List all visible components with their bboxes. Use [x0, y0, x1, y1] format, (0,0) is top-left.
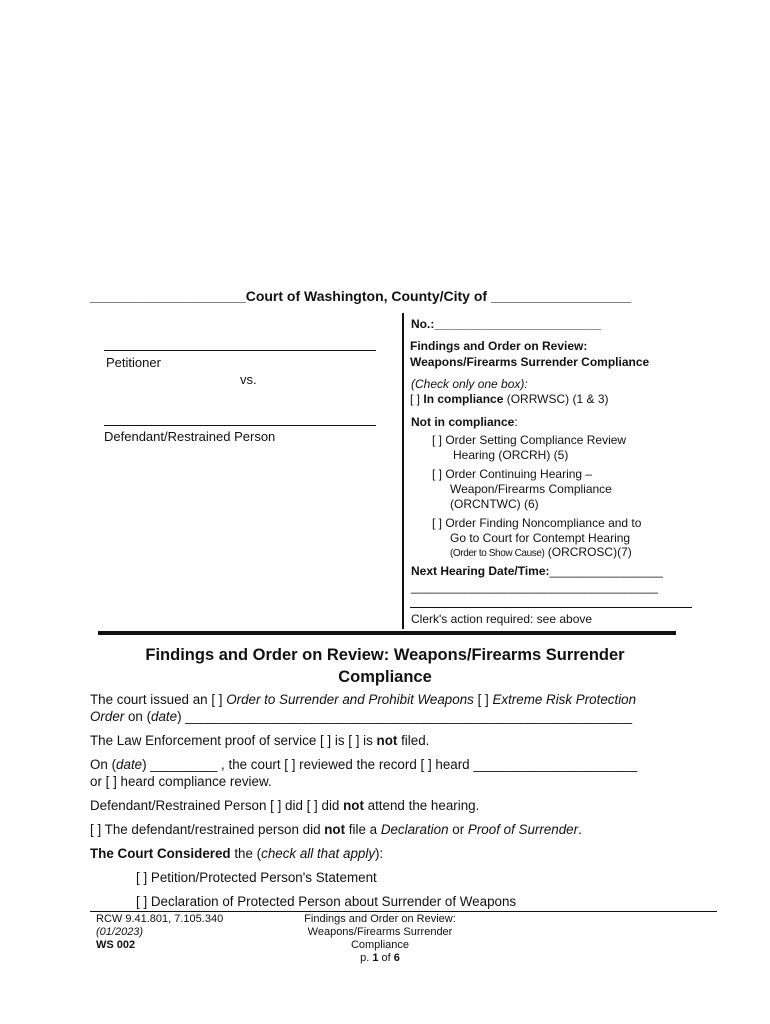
- or-text: or: [448, 822, 468, 837]
- next-hearing-blank-line2: _____________________________________: [411, 580, 658, 594]
- erpo-option: Extreme Risk Protection: [492, 692, 637, 707]
- caption-divider: [402, 313, 404, 629]
- order-word: Order: [90, 709, 125, 724]
- court-considered-line: [90, 846, 383, 861]
- defendant-signature-line: [104, 425, 376, 426]
- option-continuing-hearing-line2: Weapon/Firearms Compliance: [450, 482, 612, 496]
- order-issued-line1: [90, 692, 636, 707]
- file-a-text: file a: [345, 822, 381, 837]
- next-hearing-label: Next Hearing Date/Time:: [411, 564, 550, 578]
- not-word: not: [376, 733, 398, 748]
- declaration-word: Declaration: [380, 822, 449, 837]
- next-hearing-line: [411, 564, 663, 578]
- footer-date: (01/2023): [96, 926, 144, 938]
- filed-text: filed.: [397, 733, 430, 748]
- footer-center: [280, 913, 480, 965]
- option-noncompliance-line2: Go to Court for Contempt Hearing: [450, 531, 631, 545]
- footer-title-line2: Weapons/Firearms Surrender: [307, 926, 453, 938]
- check-all-note: check all that apply: [261, 846, 376, 861]
- the-text: the (: [230, 846, 262, 861]
- caption-title-line2: Weapons/Firearms Surrender Compliance: [410, 355, 650, 369]
- petitioner-signature-line: [104, 350, 376, 351]
- orcrosc-code: (ORCROSC)(7): [544, 545, 632, 559]
- court-considered-label: The Court Considered: [90, 846, 231, 861]
- attendance-line: [90, 798, 479, 813]
- option-continuing-hearing-line3: (ORCNTWC) (6): [450, 497, 539, 511]
- considered-declaration-option[interactable]: [ ] Declaration of Protected Person about Surrender of Weapons: [136, 894, 517, 909]
- footer-title-line3: Compliance: [350, 939, 410, 951]
- in-compliance-checkbox[interactable]: [ ]: [410, 392, 421, 406]
- option-compliance-review-line1[interactable]: [ ] Order Setting Compliance Review: [432, 433, 627, 447]
- page-total: 6: [393, 952, 400, 964]
- period: .: [578, 822, 582, 837]
- review-line1: [90, 757, 637, 772]
- in-compliance-code: (ORRWSC) (1 & 3): [503, 392, 609, 406]
- no-declaration-checkbox[interactable]: [ ] The defendant/restrained person did: [90, 822, 325, 837]
- footer-title-line1: Findings and Order on Review:: [304, 913, 456, 925]
- not-word: not: [324, 822, 346, 837]
- caption-bottom-rule: [98, 631, 676, 635]
- not-in-compliance-colon: :: [514, 415, 518, 429]
- petitioner-label: Petitioner: [106, 355, 161, 370]
- document-title-line1: Findings and Order on Review: Weapons/Firearms Surrender: [145, 646, 625, 664]
- erpo-checkbox[interactable]: [ ]: [473, 692, 493, 707]
- check-one-note: (Check only one box):: [411, 377, 528, 391]
- option-noncompliance-line3: [450, 545, 632, 559]
- clerk-line: [410, 607, 692, 608]
- document-title-line2: Compliance: [338, 668, 432, 686]
- page-of: of: [378, 952, 394, 964]
- page-current: 1: [372, 952, 379, 964]
- footer-left: [96, 913, 223, 952]
- footer-form-number: WS 002: [96, 939, 136, 951]
- date-word: date: [116, 757, 143, 772]
- attendance-options[interactable]: Defendant/Restrained Person [ ] did [ ] did: [90, 798, 344, 813]
- clerk-action-note: Clerk's action required: see above: [411, 612, 593, 626]
- case-number: [411, 317, 601, 331]
- document-title: [0, 644, 770, 688]
- on-text: on (: [124, 709, 152, 724]
- order-to-show-cause: (Order to Show Cause): [450, 548, 545, 559]
- proof-of-service-line: [90, 733, 429, 748]
- proof-of-service-text[interactable]: The Law Enforcement proof of service [ ] is [ ] is: [90, 733, 377, 748]
- option-continuing-hearing-line1[interactable]: [ ] Order Continuing Hearing –: [432, 467, 593, 481]
- footer-rcw: RCW 9.41.801, 7.105.340: [96, 913, 224, 925]
- defendant-label: Defendant/Restrained Person: [104, 429, 276, 444]
- versus-label: vs.: [240, 372, 257, 387]
- order-issued-text: The court issued an [ ]: [90, 692, 227, 707]
- review-line2[interactable]: or [ ] heard compliance review.: [90, 774, 272, 789]
- attend-text: attend the hearing.: [363, 798, 480, 813]
- review-options[interactable]: ) _________ , the court [ ] reviewed the record [ ] heard ______________________: [142, 757, 638, 772]
- not-in-compliance-label: Not in compliance: [411, 415, 515, 429]
- date-word: date: [151, 709, 178, 724]
- next-hearing-blank: _________________: [549, 564, 663, 578]
- not-in-compliance-heading: [411, 415, 518, 429]
- footer-rule: [90, 911, 717, 912]
- case-number-blank: _________________________: [434, 317, 602, 331]
- option-compliance-review-line2: Hearing (ORCRH) (5): [453, 448, 569, 462]
- footer-page-number: [280, 952, 480, 965]
- order-issued-line2: [90, 709, 632, 724]
- caption-title-line1: Findings and Order on Review:: [410, 339, 588, 353]
- case-number-label: No.:: [411, 317, 435, 331]
- close-paren: ):: [375, 846, 384, 861]
- court-header-line: ____________________Court of Washington, County/City of __________________: [90, 288, 632, 304]
- in-compliance-label: In compliance: [423, 392, 504, 406]
- no-declaration-line: [90, 822, 582, 837]
- order-date-blank[interactable]: ) ____________________________________________________________: [177, 709, 633, 724]
- order-surrender-option[interactable]: Order to Surrender and Prohibit Weapons: [226, 692, 474, 707]
- page-prefix: p.: [360, 952, 373, 964]
- not-word: not: [343, 798, 364, 813]
- on-text: On (: [90, 757, 117, 772]
- considered-petition-option[interactable]: [ ] Petition/Protected Person's Statement: [136, 870, 377, 885]
- proof-of-surrender-word: Proof of Surrender: [467, 822, 579, 837]
- option-noncompliance-line1[interactable]: [ ] Order Finding Noncompliance and to: [432, 516, 642, 530]
- in-compliance-option[interactable]: [410, 392, 609, 406]
